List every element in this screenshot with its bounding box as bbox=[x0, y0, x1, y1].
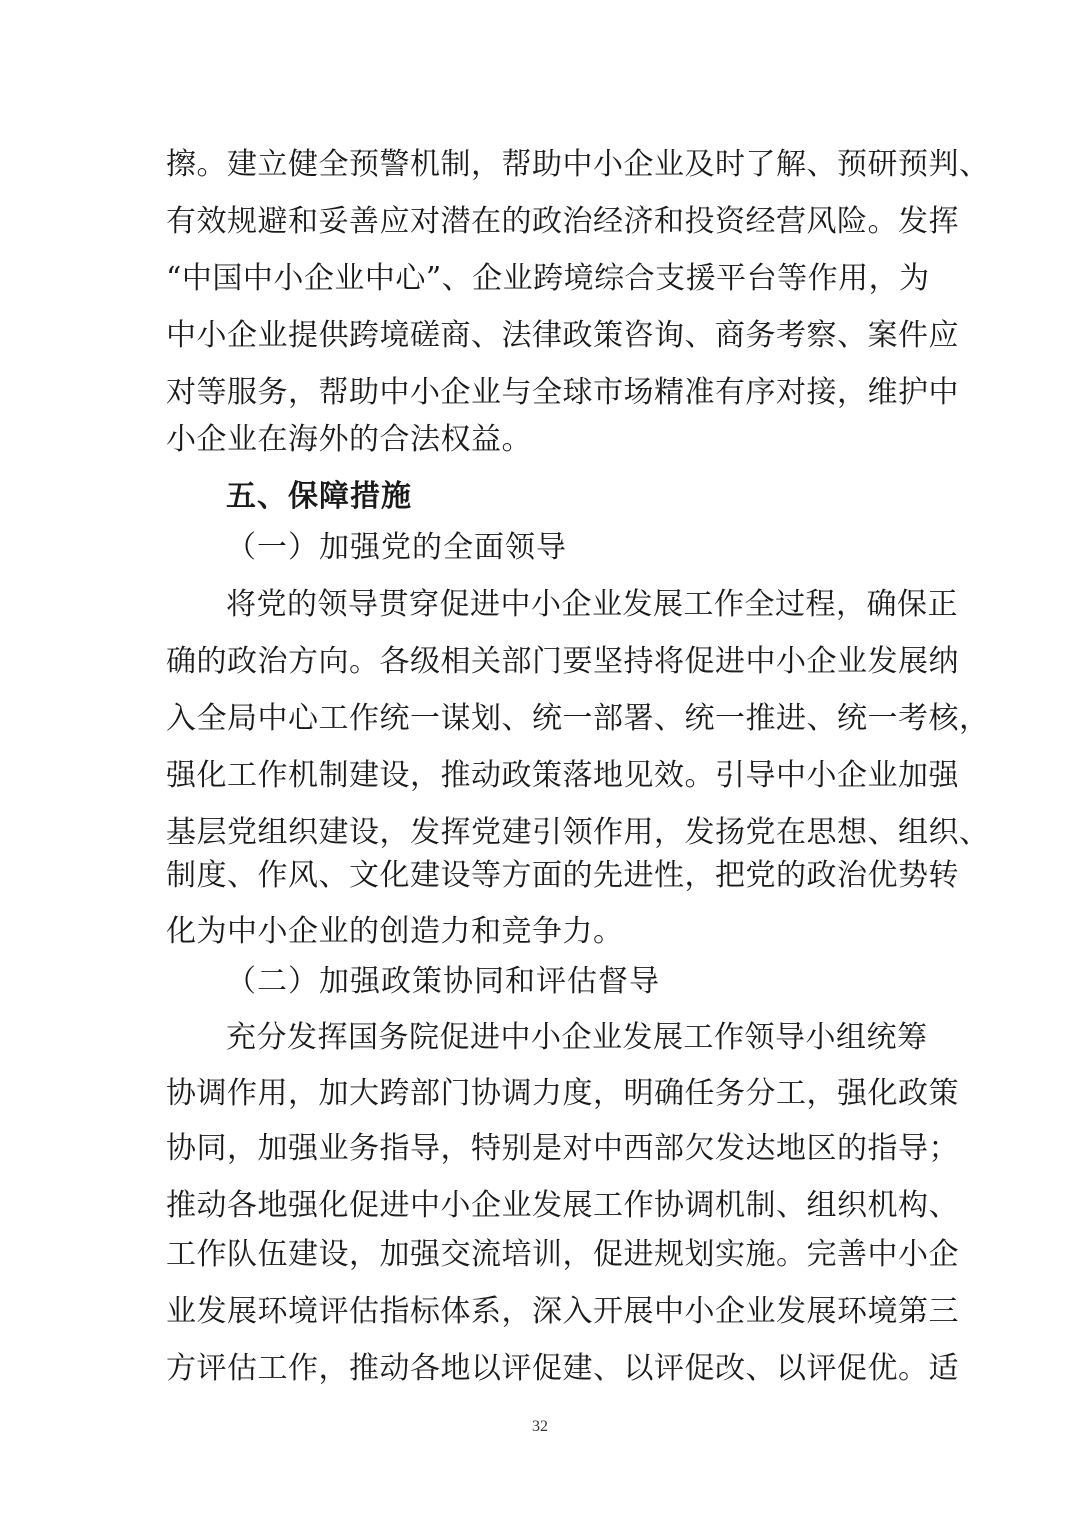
paragraph-line: 小企业在海外的合法权益。 bbox=[166, 422, 532, 457]
paragraph-line: “中国中小企业中心”、企业跨境综合支援平台等作用，为 bbox=[166, 261, 930, 296]
paragraph-line: 中小企业提供跨境磋商、法律政策咨询、商务考察、案件应 bbox=[166, 318, 959, 353]
paragraph-line: 基层党组织建设，发挥党建引领作用，发扬党在思想、组织、 bbox=[166, 815, 990, 850]
paragraph-line: 将党的领导贯穿促进中小企业发展工作全过程，确保正 bbox=[226, 587, 958, 622]
paragraph-line: 对等服务，帮助中小企业与全球市场精准有序对接，维护中 bbox=[166, 375, 959, 410]
paragraph-line: 擦。建立健全预警机制，帮助中小企业及时了解、预研预判、 bbox=[166, 147, 990, 182]
paragraph-line: 协同，加强业务指导，特别是对中西部欠发达地区的指导； bbox=[166, 1131, 959, 1166]
section-heading: 五、保障措施 bbox=[226, 479, 412, 514]
paragraph-line: 制度、作风、文化建设等方面的先进性，把党的政治优势转 bbox=[166, 858, 959, 893]
paragraph-line: 业发展环境评估指标体系，深入开展中小企业发展环境第三 bbox=[166, 1294, 959, 1329]
subsection-heading: （一）加强党的全面领导 bbox=[226, 530, 567, 565]
paragraph-line: 协调作用，加大跨部门协调力度，明确任务分工，强化政策 bbox=[166, 1076, 959, 1111]
paragraph-line: 工作队伍建设，加强交流培训，促进规划实施。完善中小企 bbox=[166, 1237, 959, 1272]
paragraph-line: 充分发挥国务院促进中小企业发展工作领导小组统筹 bbox=[226, 1020, 928, 1055]
paragraph-line: 入全局中心工作统一谋划、统一部署、统一推进、统一考核， bbox=[166, 701, 990, 736]
subsection-heading: （二）加强政策协同和评估督导 bbox=[226, 964, 660, 999]
paragraph-line: 推动各地强化促进中小企业发展工作协调机制、组织机构、 bbox=[166, 1188, 959, 1223]
page-number: 32 bbox=[532, 1418, 548, 1435]
paragraph-line: 有效规避和妥善应对潜在的政治经济和投资经营风险。发挥 bbox=[166, 204, 959, 239]
paragraph-line: 确的政治方向。各级相关部门要坚持将促进中小企业发展纳 bbox=[166, 644, 959, 679]
paragraph-line: 强化工作机制建设，推动政策落地见效。引导中小企业加强 bbox=[166, 758, 959, 793]
paragraph-line: 方评估工作，推动各地以评促建、以评促改、以评促优。适 bbox=[166, 1351, 959, 1386]
paragraph-line: 化为中小企业的创造力和竞争力。 bbox=[166, 914, 624, 949]
